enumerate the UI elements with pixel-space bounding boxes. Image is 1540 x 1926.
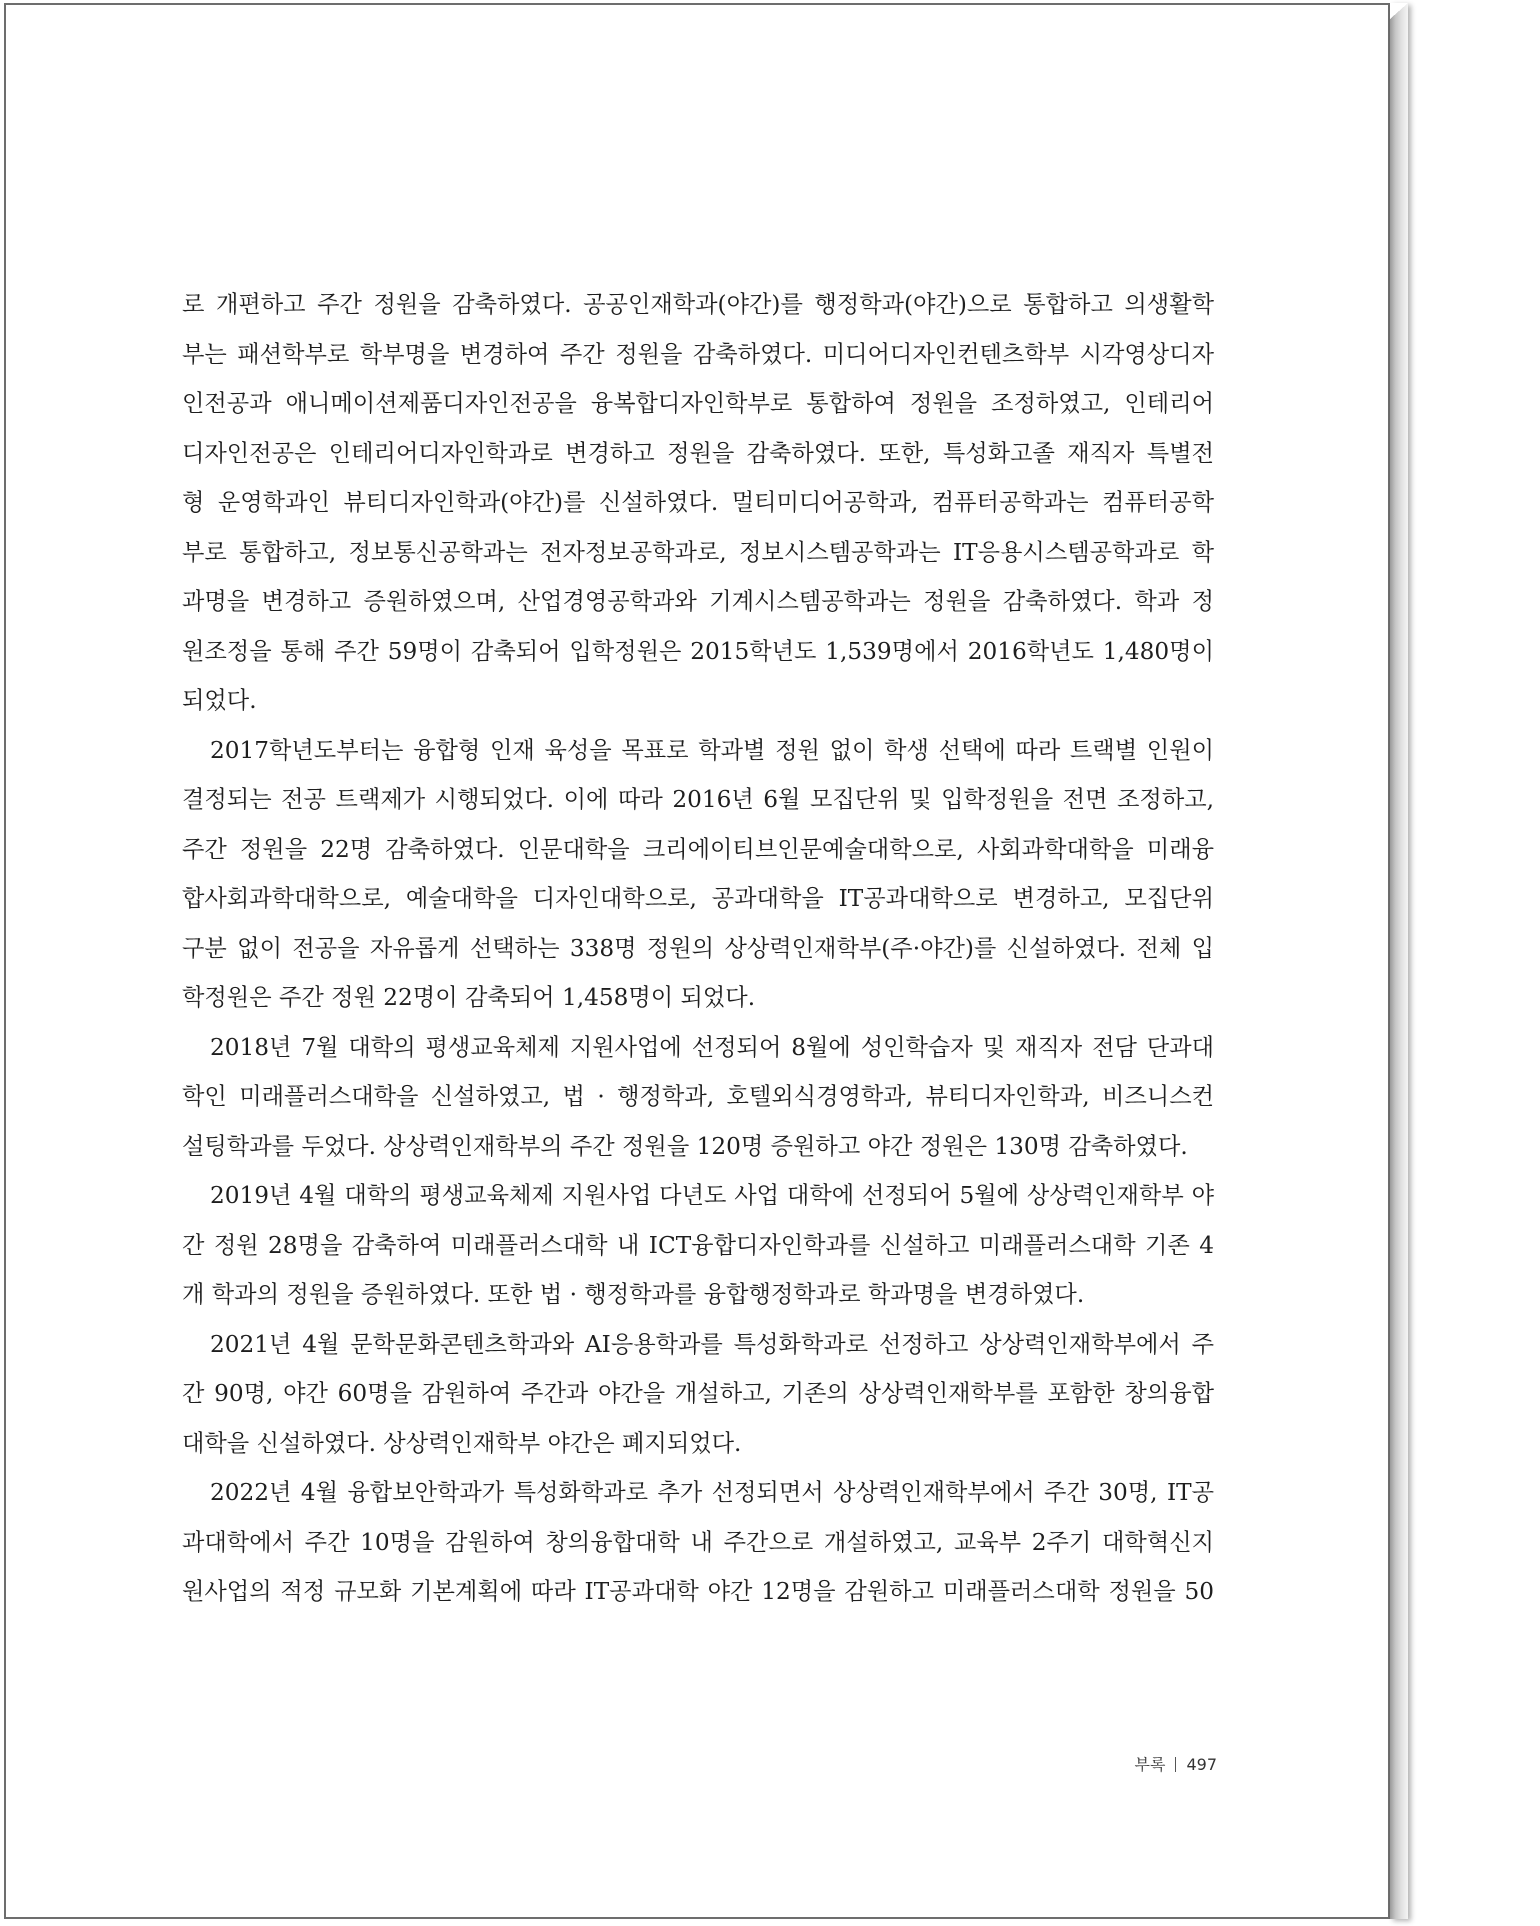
text-line: 합사회과학대학으로, 예술대학을 디자인대학으로, 공과대학을 IT공과대학으로 변경하고, 모집단위 bbox=[182, 885, 1214, 912]
page-edge-shadow bbox=[1390, 3, 1408, 1919]
paragraph bbox=[182, 1023, 1214, 1172]
paragraph bbox=[182, 280, 1214, 726]
text-line: 간 정원 28명을 감축하여 미래플러스대학 내 ICT융합디자인학과를 신설하고 미래플러스대학 기존 4 bbox=[182, 1231, 1214, 1259]
paragraph bbox=[182, 1320, 1214, 1469]
text-line: 학인 미래플러스대학을 신설하였고, 법 · 행정학과, 호텔외식경영학과, 뷰티디자인학과, 비즈니스컨 bbox=[182, 1083, 1214, 1110]
text-line: 2019년 4월 대학의 평생교육체제 지원사업 다년도 사업 대학에 선정되어 5월에 상상력인재학부 야 bbox=[210, 1182, 1214, 1209]
text-line: 대학을 신설하였다. 상상력인재학부 야간은 폐지되었다. bbox=[182, 1429, 742, 1457]
text-line: 과대학에서 주간 10명을 감원하여 창의융합대학 내 주간으로 개설하였고, 교육부 2주기 대학혁신지 bbox=[182, 1528, 1214, 1556]
text-line: 형 운영학과인 뷰티디자인학과(야간)를 신설하였다. 멀티미디어공학과, 컴퓨터공학과는 컴퓨터공학 bbox=[182, 489, 1214, 516]
text-line: 디자인전공은 인테리어디자인학과로 변경하고 정원을 감축하였다. 또한, 특성화고졸 재직자 특별전 bbox=[182, 439, 1214, 467]
body-text bbox=[182, 280, 1214, 1617]
text-line: 2018년 7월 대학의 평생교육체제 지원사업에 선정되어 8월에 성인학습자 및 재직자 전담 단과대 bbox=[210, 1033, 1214, 1061]
text-line: 2022년 4월 융합보안학과가 특성화학과로 추가 선정되면서 상상력인재학부에서 주간 30명, IT공 bbox=[210, 1479, 1214, 1506]
text-line: 설팅학과를 두었다. 상상력인재학부의 주간 정원을 120명 증원하고 야간 정원은 130명 감축하였다. bbox=[182, 1132, 1188, 1160]
page-edge-corner bbox=[1390, 3, 1408, 19]
footer-section-label: 부록 bbox=[1134, 1755, 1166, 1774]
text-line: 구분 없이 전공을 자유롭게 선택하는 338명 정원의 상상력인재학부(주·야간)를 신설하였다. 전체 입 bbox=[182, 934, 1214, 962]
text-line: 결정되는 전공 트랙제가 시행되었다. 이에 따라 2016년 6월 모집단위 및 입학정원을 전면 조정하고, bbox=[182, 786, 1214, 813]
text-line: 로 개편하고 주간 정원을 감축하였다. 공공인재학과(야간)를 행정학과(야간)으로 통합하고 의생활학 bbox=[182, 291, 1214, 318]
text-line: 개 학과의 정원을 증원하였다. 또한 법 · 행정학과를 융합행정학과로 학과명을 변경하였다. bbox=[182, 1281, 1085, 1308]
text-line: 인전공과 애니메이션제품디자인전공을 융복합디자인학부로 통합하여 정원을 조정하였고, 인테리어 bbox=[182, 390, 1214, 417]
text-line: 과명을 변경하고 증원하였으며, 산업경영공학과와 기계시스템공학과는 정원을 감축하였다. 학과 정 bbox=[182, 588, 1214, 615]
text-line: 원사업의 적정 규모화 기본계획에 따라 IT공과대학 야간 12명을 감원하고 미래플러스대학 정원을 50 bbox=[182, 1578, 1214, 1605]
text-line: 2021년 4월 문학문화콘텐츠학과와 AI응용학과를 특성화학과로 선정하고 상상력인재학부에서 주 bbox=[210, 1330, 1214, 1358]
text-line: 원조정을 통해 주간 59명이 감축되어 입학정원은 2015학년도 1,539명에서 2016학년도 1,480명이 bbox=[182, 637, 1214, 665]
paragraph bbox=[182, 1468, 1214, 1617]
text-line: 주간 정원을 22명 감축하였다. 인문대학을 크리에이티브인문예술대학으로, 사회과학대학을 미래융 bbox=[182, 835, 1214, 863]
text-line: 간 90명, 야간 60명을 감원하여 주간과 야간을 개설하고, 기존의 상상력인재학부를 포함한 창의융합 bbox=[182, 1380, 1214, 1407]
text-line: 2017학년도부터는 융합형 인재 육성을 목표로 학과별 정원 없이 학생 선택에 따라 트랙별 인원이 bbox=[210, 736, 1214, 764]
text-line: 부로 통합하고, 정보통신공학과는 전자정보공학과로, 정보시스템공학과는 IT응용시스템공학과로 학 bbox=[182, 538, 1214, 566]
page-number: 497 bbox=[1186, 1755, 1217, 1774]
paragraph bbox=[182, 1171, 1214, 1320]
text-line: 부는 패션학부로 학부명을 변경하여 주간 정원을 감축하였다. 미디어디자인컨텐츠학부 시각영상디자 bbox=[182, 340, 1214, 368]
page-footer bbox=[1060, 1752, 1217, 1775]
footer-separator bbox=[1175, 1757, 1176, 1772]
text-line: 되었다. bbox=[182, 687, 257, 714]
paragraph bbox=[182, 726, 1214, 1023]
text-line: 학정원은 주간 정원 22명이 감축되어 1,458명이 되었다. bbox=[182, 984, 756, 1011]
